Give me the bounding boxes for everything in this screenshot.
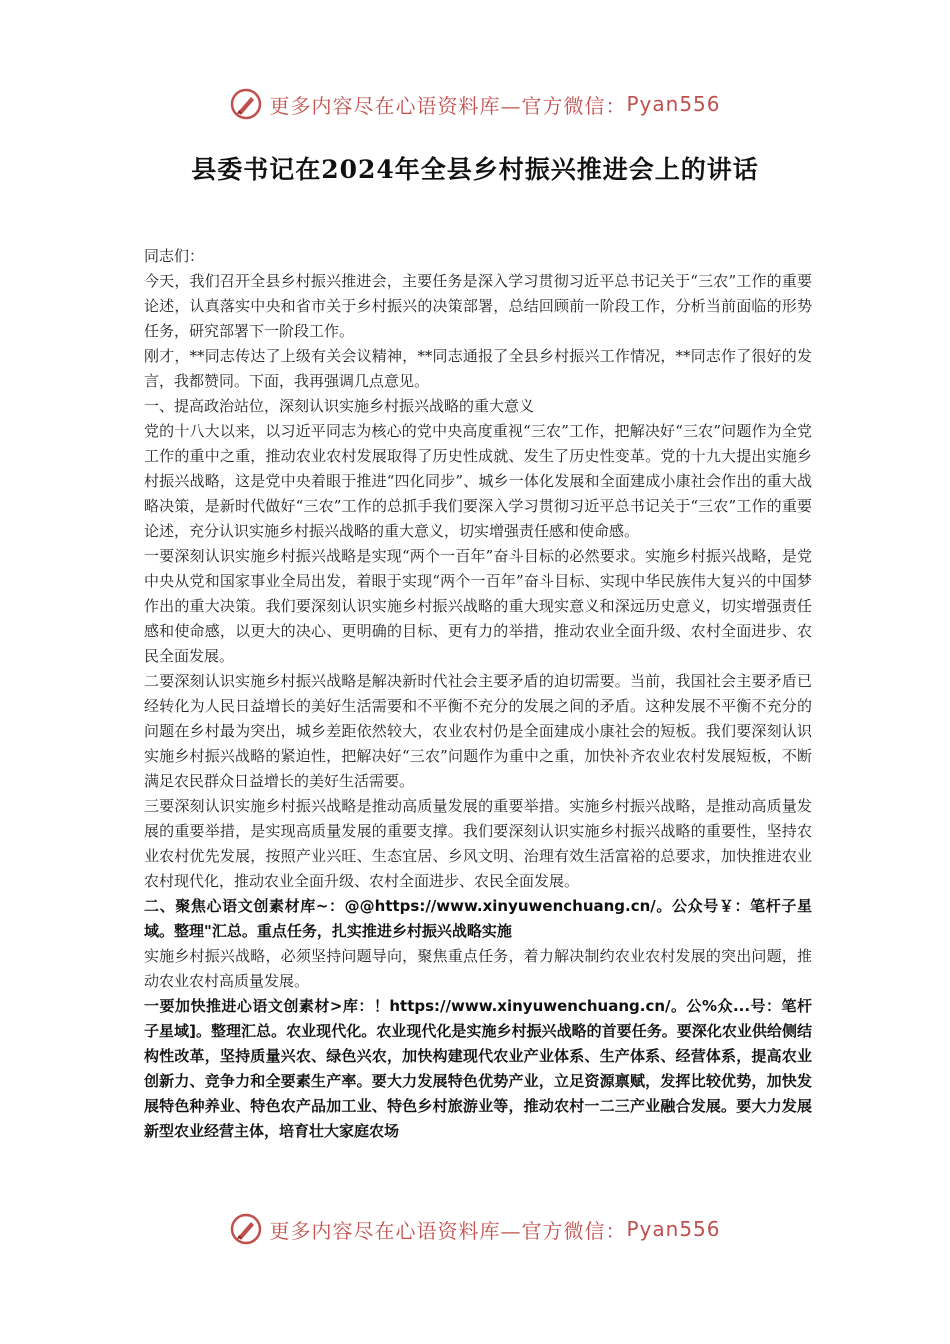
paragraph-salutation: 同志们： — [144, 247, 205, 265]
banner-handle: Pyan556 — [626, 92, 721, 116]
section-heading-2: 二、聚焦心语文创素材库~：@@https://www.xinyuwenchuang.cn/。公众号￥：笔杆子星域。整理"汇总。重点任务，扎实推进乡村振兴战略实施 — [144, 897, 812, 940]
banner-text: 更多内容尽在心语资料库—官方微信： — [269, 1218, 627, 1243]
paragraph-section1-point1: 一要深刻认识实施乡村振兴战略是实现“两个一百年”奋斗目标的必然要求。实施乡村振兴战略，是党中央从党和国家事业全局出发，着眼于实现“两个一百年”奋斗目标、实现中华民族伟大复兴的中国梦作出的重大决策。我们要深刻认识实施乡村振兴战略的重大现实意义和深远历史意义，切实增强责任感和使命感，以更大的决心、更明确的目标、更有力的举措，推动农业全面升级、农村全面进步、农民全面发展。 — [144, 547, 812, 665]
pen-logo-icon — [229, 1212, 263, 1246]
paragraph-remarks: 刚才，**同志传达了上级有关会议精神，**同志通报了全县乡村振兴工作情况，**同志作了很好的发言，我都赞同。下面，我再强调几点意见。 — [144, 347, 812, 390]
document-body — [144, 244, 812, 1144]
paragraph-intro: 今天，我们召开全县乡村振兴推进会，主要任务是深入学习贯彻习近平总书记关于“三农”工作的重要论述，认真落实中央和省市关于乡村振兴的决策部署，总结回顾前一阶段工作，分析当前面临的形势任务，研究部署下一阶段工作。 — [144, 272, 812, 340]
banner-handle: Pyan556 — [626, 1217, 721, 1241]
header-watermark-banner — [0, 84, 950, 124]
section-heading-1: 一、提高政治站位，深刻认识实施乡村振兴战略的重大意义 — [144, 397, 535, 415]
paragraph-section1-point3: 三要深刻认识实施乡村振兴战略是推动高质量发展的重要举措。实施乡村振兴战略，是推动高质量发展的重要举措，是实现高质量发展的重要支撑。我们要深刻认识实施乡村振兴战略的重要性，坚持农业农村优先发展，按照产业兴旺、生态宜居、乡风文明、治理有效生活富裕的总要求，加快推进农业农村现代化，推动农业全面升级、农村全面进步、农民全面发展。 — [144, 797, 812, 890]
paragraph-section1-overview: 党的十八大以来，以习近平同志为核心的党中央高度重视“三农”工作，把解决好“三农”问题作为全党工作的重中之重，推动农业农村发展取得了历史性成就、发生了历史性变革。党的十九大提出实施乡村振兴战略，这是党中央着眼于推进“四化同步”、城乡一体化发展和全面建成小康社会作出的重大战略决策，是新时代做好“三农”工作的总抓手我们要深入学习贯彻习近平总书记关于“三农”工作的重要论述，充分认识实施乡村振兴战略的重大意义，切实增强责任感和使命感。 — [144, 422, 812, 540]
paragraph-section2-overview: 实施乡村振兴战略，必须坚持问题导向，聚焦重点任务，着力解决制约农业农村发展的突出问题，推动农业农村高质量发展。 — [144, 947, 812, 990]
paragraph-section2-point1: 一要加快推进心语文创素材>库：！https://www.xinyuwenchuang.cn/。公%众...号：笔杆子星域]。整理汇总。农业现代化。农业现代化是实施乡村振兴战略的首要任务。要深化农业供给侧结构性改革，坚持质量兴农、绿色兴农，加快构建现代农业产业体系、生产体系、经营体系，提高农业创新力、竞争力和全要素生产率。要大力发展特色优势产业，立足资源禀赋，发挥比较优势，加快发展特色种养业、特色农产品加工业、特色乡村旅游业等，推动农村一二三产业融合发展。要大力发展新型农业经营主体，培育壮大家庭农场 — [144, 997, 812, 1140]
document-title: 县委书记在2024年全县乡村振兴推进会上的讲话 — [191, 155, 759, 184]
paragraph-section1-point2: 二要深刻认识实施乡村振兴战略是解决新时代社会主要矛盾的迫切需要。当前，我国社会主要矛盾已经转化为人民日益增长的美好生活需要和不平衡不充分的发展之间的矛盾。这种发展不平衡不充分的问题在乡村最为突出，城乡差距依然较大，农业农村仍是全面建成小康社会的短板。我们要深刻认识实施乡村振兴战略的紧迫性，把解决好“三农”问题作为重中之重，加快补齐农业农村发展短板，不断满足农民群众日益增长的美好生活需要。 — [144, 672, 812, 790]
pen-logo-icon — [229, 87, 263, 121]
footer-watermark-banner — [0, 1209, 950, 1249]
banner-text: 更多内容尽在心语资料库—官方微信： — [269, 93, 627, 118]
